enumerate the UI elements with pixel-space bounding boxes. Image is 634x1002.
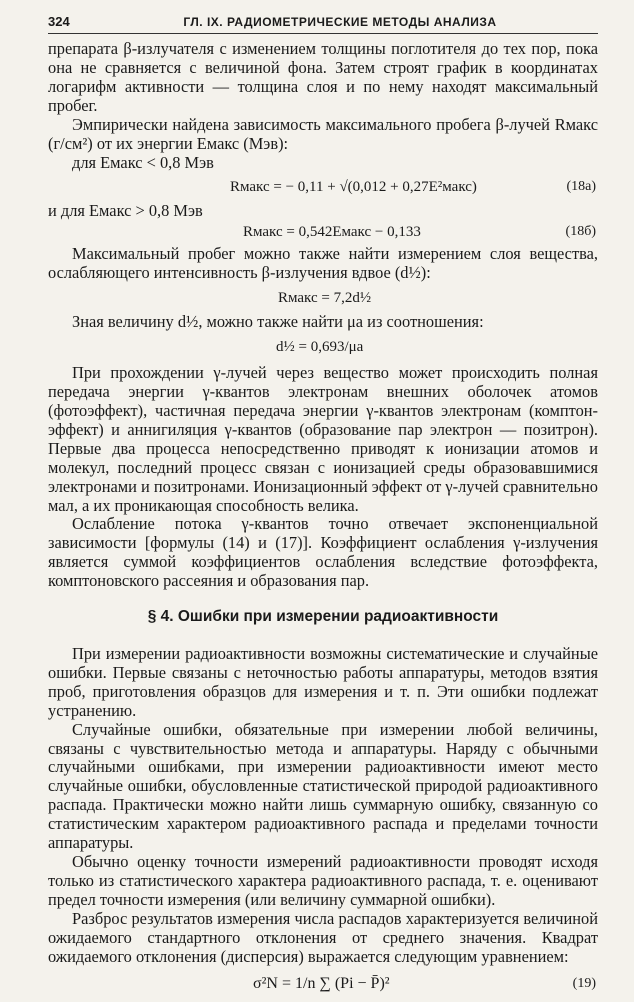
formula-18b-number: (18б)	[565, 224, 596, 240]
paragraph-2: Эмпирически найдена зависимость максимального пробега β-лучей Rмакс (г/см²) от их энергии Eмакс (Мэв):	[48, 114, 598, 153]
paragraph-6: Ослабление потока γ-квантов точно отвечает экспоненциальной зависимости [формулы (14) и (17)]. Коэффициент ослабления γ-излучения является суммой коэффициентов ослабления вследствие фотоэффекта, комптоновского рассеяния и образования пар.	[48, 514, 598, 591]
formula-19	[48, 966, 598, 1002]
paragraph-5: При прохождении γ-лучей через вещество может происходить полная передача энергии γ-квантов электронам внешних оболочек атомов (фотоэффект), частичная передача энергии γ-квантов электронам (комптон-эффект) и аннигиляция γ-квантов (образование пар электрон — позитрон). Первые два процесса непосредственно приводят к ионизации атомов и молекул, последний процесс связан с ионизацией среды образовавшимися электронами и позитронами. Ионизационный эффект от γ-лучей сравнительно мал, а их проникающая способность велика.	[48, 363, 598, 515]
paragraph-8: Случайные ошибки, обязательные при измерении любой величины, связаны с чувствительностью метода и аппаратуры. Наряду с обычными случайными ошибками, при измерении радиоактивности имеют место случайные ошибки, обусловленные статистической природой радиоактивного распада. Практически можно найти лишь суммарную ошибку, связанную со статистическим характером радиоактивного распада и пределами точности аппаратуры.	[48, 719, 598, 853]
paragraph-4: Зная величину d½, можно также найти μa из соотношения:	[72, 312, 484, 332]
page-number: 324	[48, 14, 70, 29]
formula-half-thickness	[48, 283, 598, 313]
formula-18a-expr: Rмакс = − 0,11 + √(0,012 + 0,27E²макс)	[230, 179, 477, 196]
section-title: § 4. Ошибки при измерении радиоактивности	[147, 608, 499, 626]
condition-low-energy: для Eмакс < 0,8 Мэв	[72, 153, 214, 173]
paragraph-1: препарата β-излучателя с изменением толщины поглотителя до тех пор, пока она не сравняется с величиной фона. Затем строят график в координатах логарифм активности — толщина слоя и по нему находят максимальный пробег.	[48, 39, 598, 115]
formula-18b-expr: Rмакс = 0,542Eмакс − 0,133	[243, 224, 421, 241]
formula-18a-number: (18а)	[566, 179, 596, 195]
formula-18b	[48, 221, 598, 245]
page-header	[48, 14, 598, 34]
formula-19-number: (19)	[572, 976, 596, 992]
formula-mu-expr: d½ = 0,693/μa	[276, 339, 364, 356]
formula-18a	[48, 173, 598, 201]
document-page	[48, 14, 598, 1002]
formula-mu	[48, 332, 598, 364]
paragraph-3: Максимальный пробег можно также найти измерением слоя вещества, ослабляющего интенсивность β-излучения вдвое (d½):	[48, 244, 598, 283]
formula-half-thickness-expr: Rмакс = 7,2d½	[278, 290, 372, 307]
running-title: ГЛ. IX. РАДИОМЕТРИЧЕСКИЕ МЕТОДЫ АНАЛИЗА	[183, 15, 497, 29]
paragraph-7: При измерении радиоактивности возможны систематические и случайные ошибки. Первые связаны с неточностью работы аппаратуры, методов взятия проб, приготовления образцов для измерения и т. п. Эти ошибки подлежат устранению.	[48, 644, 598, 720]
formula-19-expr: σ²N = 1/n ∑ (Pi − P̄)²	[253, 975, 390, 993]
paragraph-10: Разброс результатов измерения числа распадов характеризуется величиной ожидаемого стандартного отклонения от среднего значения. Квадрат ожидаемого отклонения (дисперсия) выражается следующим уравнением:	[48, 908, 598, 966]
paragraph-9: Обычно оценку точности измерений радиоактивности проводят исходя только из статистического характера радиоактивного распада, т. е. оценивают предел точности измерения (или величину суммарной ошибки).	[48, 852, 598, 909]
condition-high-energy: и для Eмакс > 0,8 Мэв	[48, 201, 203, 221]
